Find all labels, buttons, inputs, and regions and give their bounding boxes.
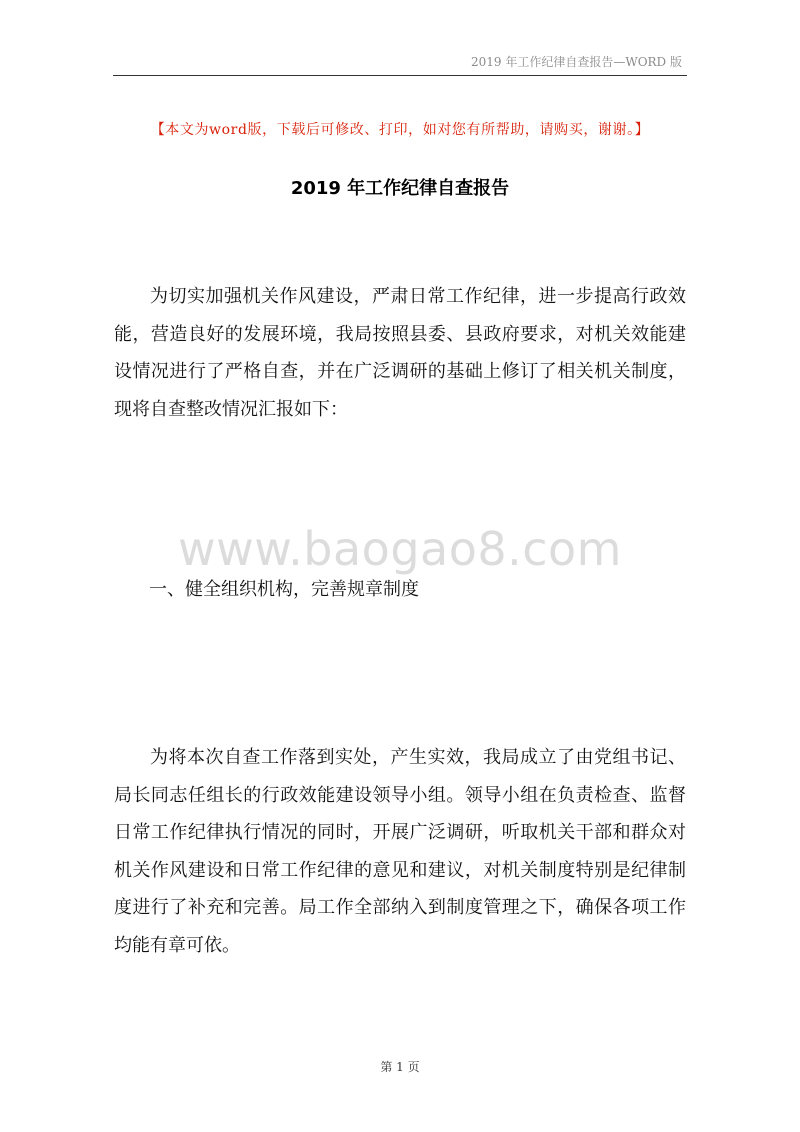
purchase-notice: 【本文为word版，下载后可修改、打印，如对您有所帮助，请购买，谢谢。】 xyxy=(150,122,650,138)
header-divider xyxy=(113,75,687,76)
document-title: 2019 年工作纪律自查报告 xyxy=(290,178,510,199)
page-number: 第 1 页 xyxy=(380,1060,420,1074)
running-header: 2019 年工作纪律自查报告—WORD 版 xyxy=(471,55,682,69)
intro-paragraph: 为切实加强机关作风建设，严肃日常工作纪律，进一步提高行政效能，营造良好的发展环境，我局按照县委、县政府要求，对机关效能建设情况进行了严格自查，并在广泛调研的基础上修订了相关机关制度，现将自查整改情况汇报如下： xyxy=(114,286,686,420)
body-paragraph: 为将本次自查工作落到实处，产生实效，我局成立了由党组书记、局长同志任组长的行政效能建设领导小组。领导小组在负责检查、监督日常工作纪律执行情况的同时，开展广泛调研，听取机关干部和群众对机关作风建设和日常工作纪律的意见和建议，对机关制度特别是纪律制度进行了补充和完善。局工作全部纳入到制度管理之下，确保各项工作均能有章可依。 xyxy=(114,747,686,956)
watermark: www.baogao8.com xyxy=(178,522,622,576)
section-heading: 一、健全组织机构，完善规章制度 xyxy=(149,579,419,600)
